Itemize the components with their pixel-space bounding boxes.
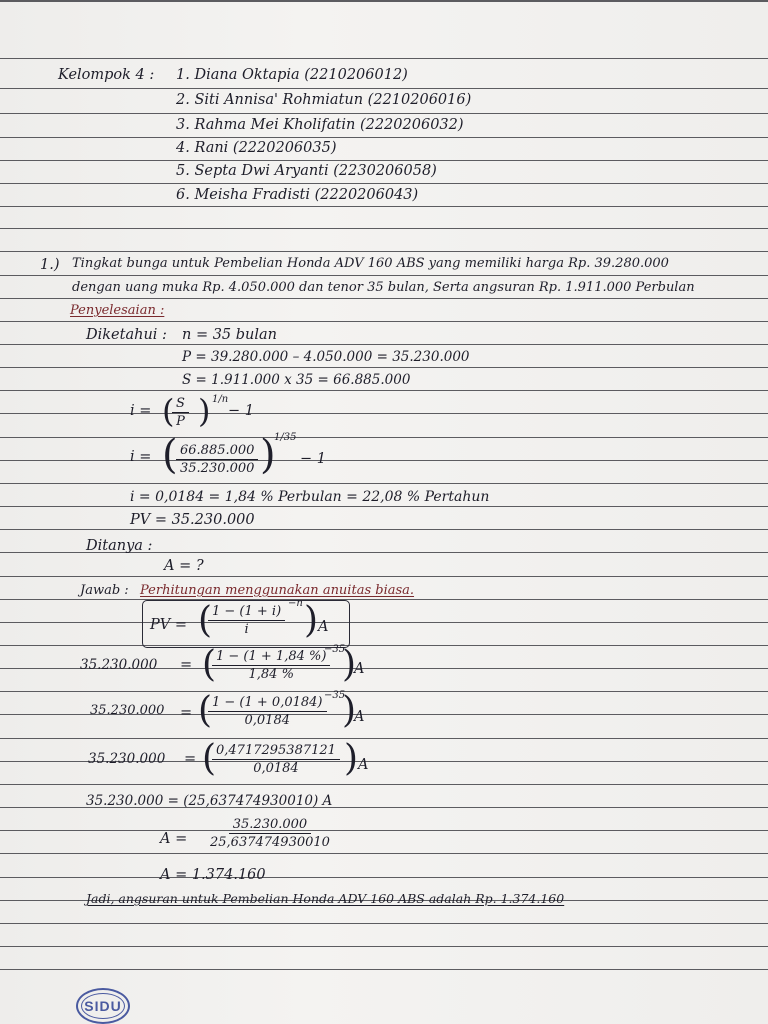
paren-open: ( [162, 432, 178, 478]
formula-pv: PV = [150, 617, 187, 633]
s-line: S = 1.911.000 x 35 = 66.885.000 [182, 372, 411, 388]
ruled-line [0, 622, 768, 623]
asked-label: Ditanya : [86, 538, 153, 554]
ruled-line [0, 483, 768, 484]
step1-den: 1,84 % [248, 667, 294, 682]
paren-close: ) [342, 690, 357, 731]
equals-sign: = [180, 705, 193, 721]
problem-number: 1.) [40, 257, 60, 273]
paren-open: ( [202, 738, 217, 779]
equals-sign: = [184, 751, 197, 767]
step5-num: 35.230.000 [229, 816, 311, 834]
step3-den: 0,0184 [253, 761, 299, 776]
ruled-line [0, 113, 768, 114]
ruled-line [0, 460, 768, 461]
i-calc-fraction [176, 442, 258, 477]
paren-close: ) [198, 392, 211, 430]
paren-open: ( [198, 690, 213, 731]
step2-lhs: 35.230.000 [90, 703, 165, 718]
ruled-line [0, 691, 768, 692]
ruled-line [0, 784, 768, 785]
step2-a: A [354, 709, 365, 725]
member-item: 5. Septa Dwi Aryanti (2230206058) [176, 163, 437, 179]
step1-exp: −35 [324, 644, 346, 655]
step3-a: A [358, 757, 369, 773]
ruled-line [0, 946, 768, 947]
step2-exp: −35 [324, 690, 346, 701]
member-item: 3. Rahma Mei Kholifatin (2220206032) [176, 117, 464, 133]
step3-num: 0,4717295387121 [212, 742, 340, 760]
ruled-line [0, 830, 768, 831]
ruled-line [0, 160, 768, 161]
i-formula-den: P [176, 414, 185, 429]
i-calc-num: 66.885.000 [176, 442, 258, 460]
paren-close: ) [342, 644, 357, 685]
step1-lhs: 35.230.000 [80, 657, 158, 673]
step2-fraction [208, 694, 327, 729]
p-line: P = 39.280.000 – 4.050.000 = 35.230.000 [182, 349, 470, 365]
i-calc-minus-one: − 1 [300, 451, 326, 467]
i-formula-exp: 1/n [212, 394, 229, 405]
member-item: 4. Rani (2220206035) [176, 140, 337, 156]
answer-label: Jawab : [80, 583, 129, 598]
problem-line-1: Tingkat bunga untuk Pembelian Honda ADV 160 ABS yang memiliki harga Rp. 39.280.000 [72, 256, 669, 271]
ruled-line [0, 88, 768, 89]
ruled-line [0, 275, 768, 276]
conclusion: Jadi, angsuran untuk Pembelian Honda ADV 160 ABS adalah Rp. 1.374.160 [86, 891, 565, 906]
paren-open: ( [198, 600, 213, 641]
step5-fraction [206, 816, 334, 851]
problem-line-2: dengan uang muka Rp. 4.050.000 dan tenor 35 bulan, Serta angsuran Rp. 1.911.000 Perbulan [72, 280, 695, 295]
ruled-line [0, 58, 768, 59]
i-formula-minus-one: − 1 [228, 403, 254, 419]
ruled-line [0, 206, 768, 207]
step1-a: A [354, 661, 365, 677]
step1-num: 1 − (1 + 1,84 %) [212, 648, 330, 666]
paren-open: ( [202, 644, 217, 685]
known-label: Diketahui : [86, 327, 167, 343]
ruled-line [0, 228, 768, 229]
ruled-line [0, 367, 768, 368]
ruled-line [0, 137, 768, 138]
formula-a: A [318, 619, 329, 635]
ruled-line [0, 183, 768, 184]
paren-close: ) [260, 432, 276, 478]
ruled-line [0, 576, 768, 577]
asked-value: A = ? [164, 558, 204, 574]
i-calc-den: 35.230.000 [180, 461, 255, 476]
final-a: A = 1.374.160 [160, 867, 266, 883]
page-top-edge [0, 0, 768, 2]
formula-fraction [208, 603, 285, 638]
ruled-line [0, 321, 768, 322]
i-calc-left: i = [130, 449, 152, 465]
step5-a: A = [160, 831, 188, 847]
ruled-line [0, 645, 768, 646]
formula-den: i [244, 622, 249, 637]
step4: 35.230.000 = (25,637474930010) A [86, 793, 333, 809]
step3-fraction [212, 742, 340, 777]
pv-line: PV = 35.230.000 [130, 512, 255, 528]
ruled-line [0, 529, 768, 530]
i-calc-exp: 1/35 [274, 432, 297, 443]
ruled-line [0, 923, 768, 924]
i-formula-num: S [172, 395, 189, 413]
ruled-line [0, 437, 768, 438]
formula-num: 1 − (1 + i) [208, 603, 285, 621]
step5-den: 25,637474930010 [210, 835, 330, 850]
paren-close: ) [344, 738, 359, 779]
solution-heading: Penyelesaian : [70, 303, 165, 318]
ruled-line [0, 853, 768, 854]
member-item: 1. Diana Oktapia (2210206012) [176, 67, 408, 83]
equals-sign: = [180, 657, 193, 673]
member-item: 2. Siti Annisa' Rohmiatun (2210206016) [176, 92, 472, 108]
paren-open: ( [162, 392, 175, 430]
ruled-line [0, 506, 768, 507]
n-line: n = 35 bulan [182, 327, 278, 343]
i-formula-left: i = [130, 403, 152, 419]
answer-note: Perhitungan menggunakan anuitas biasa. [140, 583, 415, 598]
step2-num: 1 − (1 + 0,0184) [208, 694, 327, 712]
step3-lhs: 35.230.000 [88, 751, 166, 767]
i-formula-fraction [172, 395, 189, 430]
ruled-line [0, 298, 768, 299]
member-item: 6. Meisha Fradisti (2220206043) [176, 187, 419, 203]
formula-exp: −n [288, 598, 303, 609]
ruled-line [0, 738, 768, 739]
step2-den: 0,0184 [244, 713, 290, 728]
ruled-line [0, 969, 768, 970]
paren-close: ) [304, 600, 319, 641]
ruled-line [0, 413, 768, 414]
ruled-line [0, 877, 768, 878]
ruled-line [0, 251, 768, 252]
i-result: i = 0,0184 = 1,84 % Perbulan = 22,08 % Pertahun [130, 489, 490, 505]
ruled-line [0, 390, 768, 391]
ruled-line [0, 344, 768, 345]
brand-logo: SIDU [76, 988, 130, 1024]
step1-fraction [212, 648, 330, 683]
group-label: Kelompok 4 : [58, 67, 155, 83]
